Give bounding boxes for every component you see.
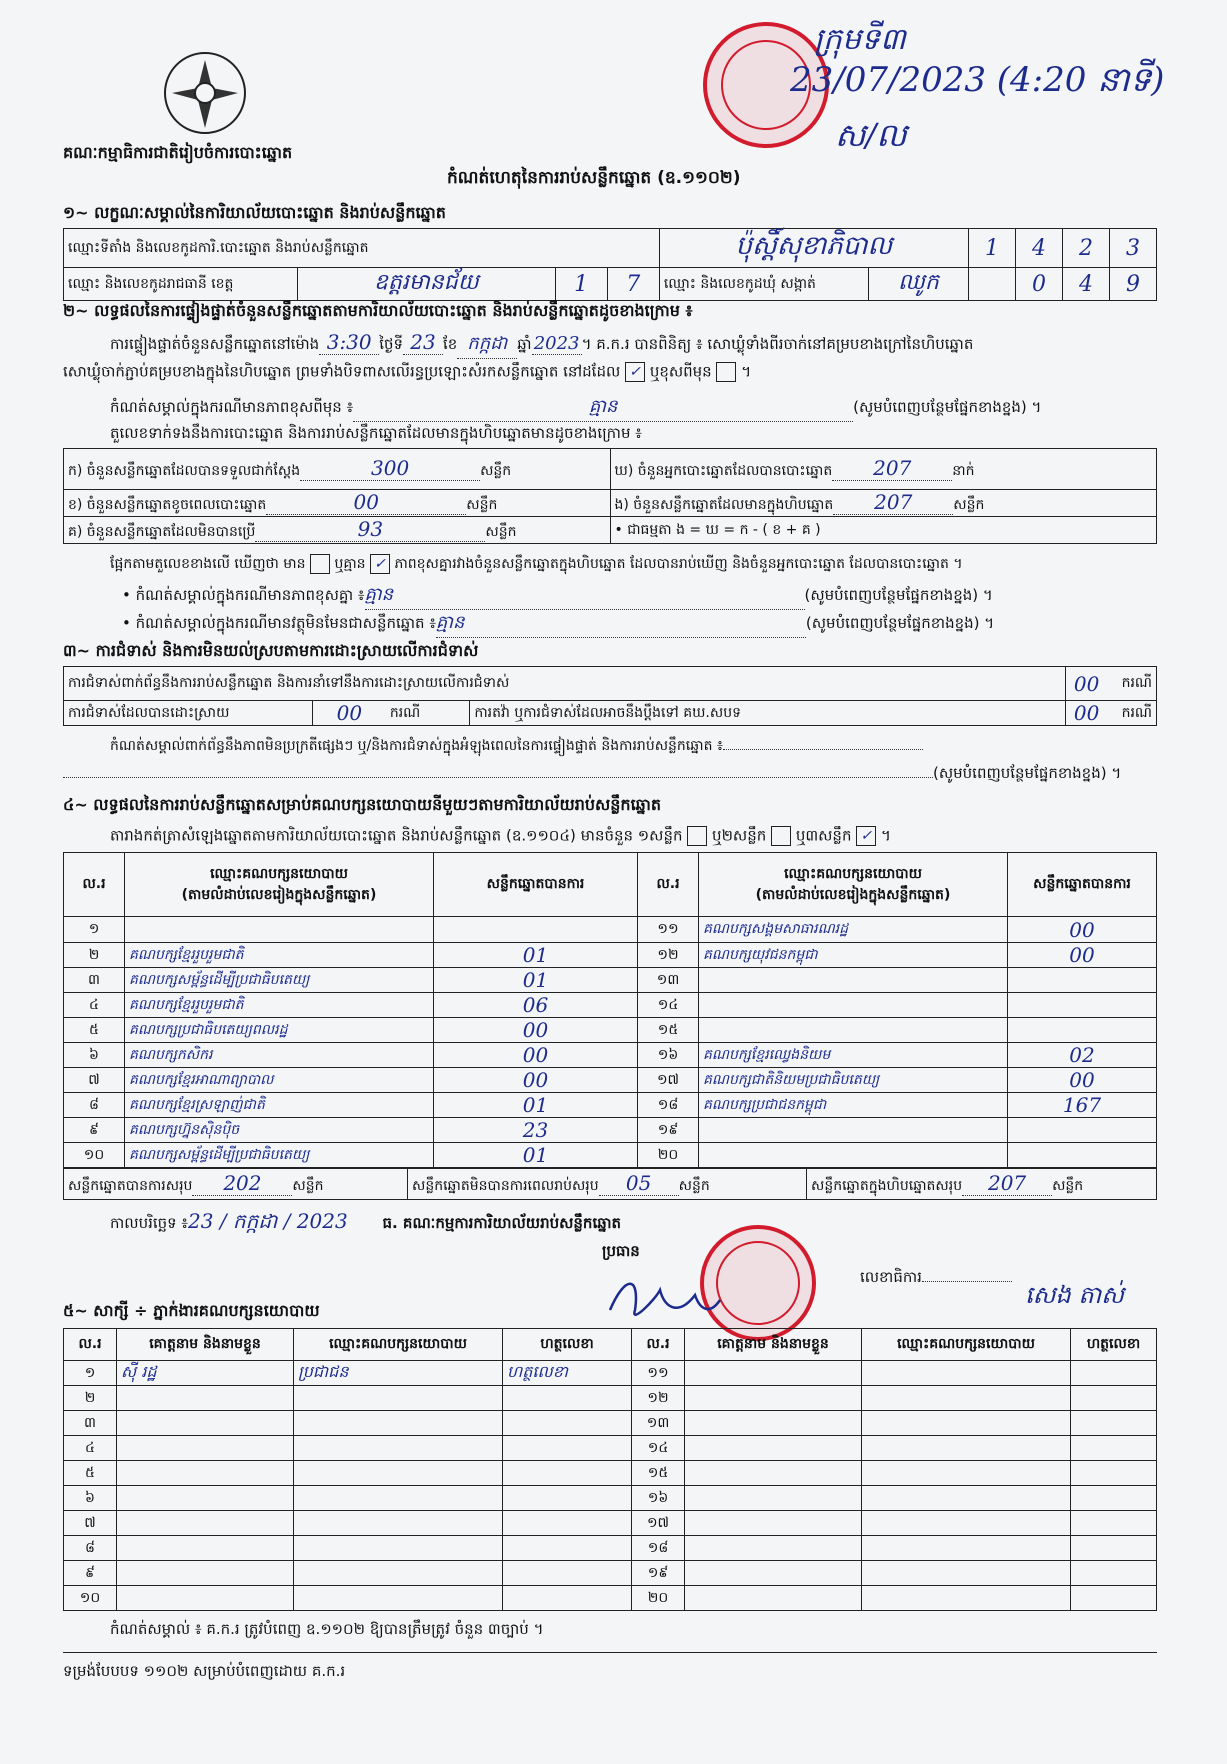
- row-number: ១៤: [632, 1436, 685, 1461]
- commune-code-digit[interactable]: 9: [1110, 268, 1157, 301]
- secretary-line: លេខាធិការ: [860, 1268, 1012, 1290]
- row-number: ១២: [638, 943, 699, 968]
- row-number: ១២: [632, 1386, 685, 1411]
- party-votes[interactable]: [1008, 993, 1157, 1018]
- party-name[interactable]: [125, 917, 434, 943]
- three-sheet-checkbox[interactable]: ✓: [856, 826, 876, 846]
- witness-name[interactable]: [117, 1536, 294, 1561]
- section3-heading: ៣~ ការជំទាស់ និងការមិនយល់ស្របតាមការដោះស្រាយលើការជំទាស់: [63, 641, 479, 660]
- hand-initials: ស/ល: [835, 116, 907, 154]
- discrepancy-note-line: • កំណត់សម្គាល់ក្នុងករណីមានភាពខុសគ្នា ៖គ្មាន (សូមបំពេញបន្ថែមផ្នែកខាងខ្នង) ។: [122, 582, 993, 610]
- party-votes[interactable]: 167: [1008, 1093, 1157, 1118]
- party-votes[interactable]: 00: [1008, 1068, 1157, 1093]
- witness-party[interactable]: [294, 1561, 503, 1586]
- province-code-digit[interactable]: 7: [626, 271, 641, 297]
- witness-name[interactable]: [117, 1461, 294, 1486]
- party-votes[interactable]: [1008, 1018, 1157, 1043]
- row-number: ១៩: [632, 1561, 685, 1586]
- party-votes[interactable]: 01: [434, 1093, 638, 1118]
- discrepancy-note-value[interactable]: គ្មាន: [365, 582, 805, 610]
- verification-year[interactable]: 2023: [532, 333, 582, 355]
- witness-party[interactable]: [294, 1586, 503, 1611]
- party-name[interactable]: [699, 1118, 1008, 1143]
- figures-intro: តួលេខទាក់ទងនឹងការបោះឆ្នោត និងការរាប់សន្លឹកឆ្នោតដែលមានក្នុងហិបឆ្នោតមានដូចខាងក្រោម ៖: [110, 424, 642, 442]
- complaint-count-value[interactable]: 00: [1065, 667, 1108, 701]
- party-votes[interactable]: [1008, 1143, 1157, 1168]
- row-number: ៣: [64, 1411, 117, 1436]
- party-votes[interactable]: 01: [434, 1143, 638, 1168]
- witness-name[interactable]: [685, 1536, 862, 1561]
- form-code: ទម្រង់បែបបទ ១១០២ សម្រាប់បំពេញដោយ គ.ក.រ: [63, 1662, 346, 1680]
- table-row: [64, 1143, 1157, 1168]
- row-number: ៤: [64, 1436, 117, 1461]
- sign-date[interactable]: 23 / កក្កដា / 2023: [188, 1209, 348, 1233]
- row-number: ៧: [64, 1511, 117, 1536]
- one-sheet-checkbox[interactable]: [687, 826, 707, 846]
- party-name[interactable]: គណបក្សយុវជនកម្ពុជា: [699, 943, 1008, 968]
- resolved-label: ការជំទាស់ដែលបានដោះស្រាយ: [64, 701, 313, 726]
- table-row: [64, 1118, 1157, 1143]
- witness-signature[interactable]: [503, 1536, 632, 1561]
- chair-label: ប្រធាន: [602, 1242, 640, 1260]
- row-number: ១៥: [638, 1018, 699, 1043]
- party-name[interactable]: គណបក្សខ្មែររួបរួមជាតិ: [125, 993, 434, 1018]
- difference-note-line: កំណត់សម្គាល់ក្នុងករណីមានភាពខុសពីមុន ៖ គ្មាន (សូមបំពេញបន្ថែមផ្នែកខាងខ្នង) ។: [110, 394, 1041, 422]
- row-number: ១៣: [632, 1411, 685, 1436]
- row-number: ៤: [64, 993, 125, 1018]
- witness-name[interactable]: [117, 1436, 294, 1461]
- witness-signature[interactable]: [503, 1561, 632, 1586]
- witness-party[interactable]: [294, 1411, 503, 1436]
- chair-signature-icon: [600, 1270, 730, 1330]
- table-row: [64, 1436, 1157, 1461]
- changed-checkbox[interactable]: [716, 362, 736, 382]
- witness-party[interactable]: [294, 1436, 503, 1461]
- irregularities-note-line2: (សូមបំពេញបន្ថែមផ្នែកខាងខ្នង) ។: [63, 764, 1121, 786]
- witness-name[interactable]: [685, 1486, 862, 1511]
- date-line: កាលបរិច្ឆេទ ៖23 / កក្កដា / 2023 ធ. គណៈកម្មការការិយាល័យរាប់សន្លឹកឆ្នោត: [110, 1209, 622, 1233]
- row-number: ១៨: [638, 1093, 699, 1118]
- section5-heading: ៥~ សាក្សី ÷ ភ្នាក់ងារគណបក្សនយោបាយ: [63, 1301, 320, 1320]
- witness-signature[interactable]: [503, 1511, 632, 1536]
- witness-signature[interactable]: [1071, 1486, 1157, 1511]
- province-code-digit[interactable]: 1: [556, 268, 608, 300]
- form-title: កំណត់ហេតុនៃការរាប់សន្លឹកឆ្នោត (ឧ.១១០២): [447, 168, 741, 188]
- party-name[interactable]: គណបក្សសង្គមសាធារណរដ្ឋ: [699, 917, 1008, 943]
- witness-name[interactable]: [685, 1411, 862, 1436]
- witness-signature[interactable]: [503, 1461, 632, 1486]
- table-row: [64, 1486, 1157, 1511]
- office-code-digit[interactable]: 2: [1063, 229, 1110, 268]
- no-discrepancy-checkbox[interactable]: ✓: [370, 554, 390, 574]
- table-row: [64, 1093, 1157, 1118]
- party-votes[interactable]: 01: [434, 968, 638, 993]
- witness-name[interactable]: [117, 1586, 294, 1611]
- foreign-object-note-line: • កំណត់សម្គាល់ក្នុងករណីមានវត្ថុមិនមែនជាសន្លឹកឆ្នោត ៖គ្មាន (សូមបំពេញបន្ថែមផ្នែកខាងខ្នង) ។: [122, 610, 994, 638]
- party-name[interactable]: [699, 1018, 1008, 1043]
- party-votes[interactable]: 01: [434, 943, 638, 968]
- table-row: [64, 1043, 1157, 1068]
- totals-row: សន្លឹកឆ្នោតបានការសរុប 202 សន្លឹក សន្លឹកឆ្នោតមិនបានការពេលរាប់សរុប 05 សន្លឹក សន្លឹកឆ្នោតក្នុងហិបឆ្នោតសរុប 207 សន្លឹក: [63, 1168, 1157, 1200]
- row-number: ៩: [64, 1118, 125, 1143]
- commune-code-digit[interactable]: 4: [1063, 268, 1110, 301]
- witness-party[interactable]: [294, 1486, 503, 1511]
- row-number: ២: [64, 943, 125, 968]
- office-code-digit[interactable]: 3: [1110, 229, 1157, 268]
- witness-name[interactable]: [117, 1561, 294, 1586]
- party-votes[interactable]: 02: [1008, 1043, 1157, 1068]
- witness-signature[interactable]: [1071, 1511, 1157, 1536]
- row-number: ៥: [64, 1461, 117, 1486]
- witness-name[interactable]: [685, 1511, 862, 1536]
- appeal-label: ការតវ៉ា ឬការជំទាស់ដែលអាចនឹងប្ដឹងទៅ គឃ.សបទ: [470, 701, 1065, 726]
- witness-signature[interactable]: [503, 1411, 632, 1436]
- province-value[interactable]: ឧត្ដរមានជ័យ: [298, 268, 556, 301]
- verification-month[interactable]: កក្កដា: [457, 331, 517, 359]
- table-row: [64, 968, 1157, 993]
- row-number: ៦: [64, 1486, 117, 1511]
- verification-day[interactable]: 23: [403, 330, 443, 355]
- row-number: ១០: [64, 1143, 125, 1168]
- witness-name[interactable]: [685, 1461, 862, 1486]
- figures-table: ក) ចំនួនសន្លឹកឆ្នោតដែលបានទទួលជាក់ស្ដែង 300 សន្លឹក ឃ) ចំនួនអ្នកបោះឆ្នោតដែលបានបោះឆ្នោត 207 នាក់ ខ) ចំនួនសន្លឹកឆ្នោតខូចពេលបោះឆ្នោត 00 សន្លឹក ង) ចំនួនសន្លឹកឆ្នោតដែលមានក្នុងហិបឆ្នោត 207 សន្លឹក គ) ចំនួនសន្លឹកឆ្នោតដែលមិនបានប្រើ 93 សន្លឹក • ជាធម្មតា ង = ឃ = ក - ( ខ + គ ): [63, 448, 1157, 544]
- row-number: ៧: [64, 1068, 125, 1093]
- commune-label: ឈ្មោះ និងលេខកូដឃុំ សង្កាត់: [659, 268, 868, 301]
- witness-party[interactable]: [862, 1586, 1071, 1611]
- hand-date-time: 23/07/2023 (4:20 នាទី): [790, 60, 1165, 100]
- witness-signature[interactable]: [503, 1486, 632, 1511]
- party-name[interactable]: គណបក្សខ្មែរអាណាព្យាបាល: [125, 1068, 434, 1093]
- witness-signature[interactable]: [1071, 1536, 1157, 1561]
- witness-name[interactable]: [117, 1511, 294, 1536]
- witness-party[interactable]: [862, 1511, 1071, 1536]
- witness-name[interactable]: [117, 1411, 294, 1436]
- footer-divider: [63, 1652, 1157, 1653]
- party-votes[interactable]: 00: [434, 1043, 638, 1068]
- row-number: ៨: [64, 1536, 117, 1561]
- party-votes[interactable]: [434, 917, 638, 943]
- has-discrepancy-checkbox[interactable]: [310, 554, 330, 574]
- witness-party[interactable]: ប្រជាជន: [294, 1361, 503, 1386]
- table-row: [64, 1411, 1157, 1436]
- row-number: ៥: [64, 1018, 125, 1043]
- verification-line2: សោឃ្លុំចាក់ភ្ជាប់គម្របខាងក្នុងនៃហិបឆ្នោត ព្រមទាំងបិទពាសលើរន្ធប្រឡោះសំរកសន្លឹកឆ្នោត នៅដដែល ✓ ឬខុសពីមុន ។: [63, 362, 752, 381]
- table-row: [64, 1536, 1157, 1561]
- formula-note: • ជាធម្មតា ង = ឃ = ក - ( ខ + គ ): [610, 517, 1157, 544]
- two-sheet-checkbox[interactable]: [771, 826, 791, 846]
- witness-party[interactable]: [294, 1461, 503, 1486]
- valid-total[interactable]: 202: [192, 1171, 292, 1196]
- witness-party[interactable]: [862, 1411, 1071, 1436]
- row-number: ១: [64, 1361, 117, 1386]
- row-number: ២០: [632, 1586, 685, 1611]
- witness-signature[interactable]: [1071, 1361, 1157, 1386]
- witness-party[interactable]: [862, 1486, 1071, 1511]
- row-number: ១០: [64, 1586, 117, 1611]
- party-name[interactable]: គណបក្សហ្វ៊ុនស៊ិនប៉ិច: [125, 1118, 434, 1143]
- verification-line1: ការផ្ទៀងផ្ទាត់ចំនួនសន្លឹកឆ្នោតនៅម៉ោង 3:30 ថ្ងៃទី 23 ខែ កក្កដា ឆ្នាំ 2023 ។ គ.ក.រ បានពិនិត្យ ៖ សោឃ្លុំទាំងពីរចាក់នៅគម្របខាងក្រៅនៃហិបឆ្នោត: [110, 330, 973, 359]
- witness-name[interactable]: [685, 1561, 862, 1586]
- box-total[interactable]: 207: [962, 1171, 1052, 1196]
- witness-signature[interactable]: [1071, 1436, 1157, 1461]
- party-name[interactable]: គណបក្សខ្មែររួបរួមជាតិ: [125, 943, 434, 968]
- row-number: ១: [64, 917, 125, 943]
- witness-name[interactable]: [685, 1586, 862, 1611]
- table-row: [64, 1068, 1157, 1093]
- party-votes[interactable]: 00: [434, 1068, 638, 1093]
- row-number: ១៨: [632, 1536, 685, 1561]
- party-name[interactable]: គណបក្សជាតិនិយមប្រជាធិបតេយ្យ: [699, 1068, 1008, 1093]
- office-value[interactable]: ប៉ុស្ដិ៍សុខាភិបាល: [659, 229, 968, 268]
- table-row: [64, 1361, 1157, 1386]
- row-number: ១៤: [638, 993, 699, 1018]
- party-results-table: ល.រ ឈ្មោះគណបក្សនយោបាយ (តាមលំដាប់លេខរៀងក្នុងសន្លឹកឆ្នោត) សន្លឹកឆ្នោតបានការ ល.រ ឈ្មោះគណបក្សនយោបាយ (តាមលំដាប់លេខរៀងក្នុងសន្លឹកឆ្នោត) សន្លឹកឆ្នោតបានការ ១ ១១ គណបក្សសង្គមសាធារណរដ្ឋ 00 ២ គណបក្សខ្មែររួបរួមជាតិ 01 ១២ គណបក្សយុវជនកម្ពុជា 00 ៣ គណបក្សសម្ព័ន្ធដើម្បីប្រជាធិបតេយ្យ 01 ១៣ ៤ គណបក្សខ្មែររួបរួមជាតិ 06 ១៤ ៥ គណបក្សប្រជាធិបតេយ្យពលរដ្ឋ 00 ១៥ ៦ គណបក្សកសិករ 00 ១៦ គណបក្សខ្មែរឈ្វេងនិយម 02 ៧ គណបក្សខ្មែរអាណាព្យាបាល 00 ១៧ គណបក្សជាតិនិយមប្រជាធិបតេយ្យ 00 ៨ គណបក្សខ្មែរស្រឡាញ់ជាតិ 01 ១៨ គណបក្សប្រជាជនកម្ពុជា 167 ៩ គណបក្សហ្វ៊ុនស៊ិនប៉ិច 23 ១៩ ១០ គណបក្សសម្ព័ន្ធដើម្បីប្រជាធិបតេយ្យ 01 ២០: [63, 852, 1157, 1168]
- secretary-name: សេង តាស់: [1025, 1281, 1125, 1309]
- party-name[interactable]: គណបក្សខ្មែរស្រឡាញ់ជាតិ: [125, 1093, 434, 1118]
- witness-name[interactable]: ស៊ី រដ្ឋ: [117, 1361, 294, 1386]
- witness-signature[interactable]: [1071, 1561, 1157, 1586]
- resolved-value[interactable]: 00: [313, 701, 386, 726]
- witness-name[interactable]: [685, 1361, 862, 1386]
- party-votes[interactable]: 00: [434, 1018, 638, 1043]
- witness-party[interactable]: [294, 1536, 503, 1561]
- office-label: ឈ្មោះទីតាំង និងលេខកូដការិ.បោះឆ្នោត និងរាប់សន្លឹកឆ្នោត: [64, 229, 660, 268]
- row-number: ៩: [64, 1561, 117, 1586]
- province-label: ឈ្មោះ និងលេខកូដរាជធានី ខេត្ត: [64, 268, 298, 301]
- complaints-table: ការជំទាស់ពាក់ព័ន្ធនឹងការរាប់សន្លឹកឆ្នោត និងការនាំទៅនឹងការដោះស្រាយលើការជំទាស់ 00 ករណី ការជំទាស់ដែលបានដោះស្រាយ 00 ករណី ការតវ៉ា ឬការជំទាស់ដែលអាចនឹងប្ដឹងទៅ គឃ.សបទ 00 ករណី: [63, 666, 1157, 726]
- row-number: ៣: [64, 968, 125, 993]
- witness-party[interactable]: [294, 1386, 503, 1411]
- witness-signature[interactable]: [503, 1586, 632, 1611]
- commune-code-digit[interactable]: 0: [1016, 268, 1063, 301]
- witness-name[interactable]: [117, 1386, 294, 1411]
- party-votes[interactable]: [1008, 968, 1157, 993]
- party-votes[interactable]: [1008, 1118, 1157, 1143]
- row-number: ១៧: [632, 1511, 685, 1536]
- appeal-value[interactable]: 00: [1065, 701, 1108, 726]
- party-votes[interactable]: 00: [1008, 943, 1157, 968]
- voters-voted[interactable]: 207: [832, 456, 952, 481]
- table-row: [64, 993, 1157, 1018]
- table-row: [64, 1386, 1157, 1411]
- difference-note-value[interactable]: គ្មាន: [353, 394, 853, 422]
- foreign-object-note-value[interactable]: គ្មាន: [436, 610, 806, 638]
- row-number: ១១: [638, 917, 699, 943]
- spoiled-ballots[interactable]: 00: [266, 490, 466, 515]
- commune-value[interactable]: ឈូក: [868, 268, 968, 301]
- party-name[interactable]: គណបក្សកសិករ: [125, 1043, 434, 1068]
- discrepancy-line: ផ្អែកតាមតួលេខខាងលើ ឃើញថា មាន ឬគ្មាន ✓ ភាពខុសគ្នារវាងចំនួនសន្លឹកឆ្នោតក្នុងហិបឆ្នោត ដែលបានរាប់ឃើញ និងចំនួនអ្នកបោះឆ្នោត ដែលបានបោះឆ្នោត ។: [110, 556, 963, 572]
- committee-name: គណៈកម្មាធិការជាតិរៀបចំការបោះឆ្នោត: [63, 143, 293, 162]
- party-name[interactable]: គណបក្សខ្មែរឈ្វេងនិយម: [699, 1043, 1008, 1068]
- section4-heading: ៤~ លទ្ធផលនៃការរាប់សន្លឹកឆ្នោតសម្រាប់គណបក្សនយោបាយនីមួយៗតាមការិយាល័យរាប់សន្លឹកឆ្នោត: [63, 795, 662, 814]
- irregularities-note: កំណត់សម្គាល់ពាក់ព័ន្ធនឹងភាពមិនប្រក្រតីផ្សេងៗ ឬ/និងការជំទាស់ក្នុងអំឡុងពេលនៃការផ្ទៀងផ្ទាត់ និងការរាប់សន្លឹកឆ្នោត ៖: [110, 736, 923, 757]
- witness-party[interactable]: [862, 1436, 1071, 1461]
- row-number: ១៦: [638, 1043, 699, 1068]
- row-number: ២០: [638, 1143, 699, 1168]
- section1-table: [63, 228, 1157, 301]
- witness-signature[interactable]: [503, 1436, 632, 1461]
- section2-heading: ២~ លទ្ធផលនៃការផ្ទៀងផ្ទាត់ចំនួនសន្លឹកឆ្នោតតាមការិយាល័យបោះឆ្នោត និងរាប់សន្លឹកឆ្នោតដូចខាងក្រោម ៖: [63, 301, 693, 320]
- witness-party[interactable]: [862, 1361, 1071, 1386]
- table-row: [64, 1561, 1157, 1586]
- hand-group-no: ក្រុមទី៣: [814, 22, 906, 57]
- witness-name[interactable]: [117, 1486, 294, 1511]
- tally-sheet-line: តារាងកត់ត្រាសំឡេងឆ្នោតតាមការិយាល័យបោះឆ្នោត និងរាប់សន្លឹកឆ្នោត (ឧ.១១០៤) មានចំនួន ១សន្លឹក ឬ២សន្លឹក ឬ៣សន្លឹក ✓ ។: [110, 826, 891, 845]
- row-number: ៦: [64, 1043, 125, 1068]
- footer-note: កំណត់សម្គាល់ ៖ គ.ក.រ ត្រូវបំពេញ ឧ.១១០២ ឱ្យបានត្រឹមត្រូវ ចំនួន ៣ច្បាប់ ។: [110, 1620, 544, 1638]
- party-name[interactable]: គណបក្សប្រជាជនកម្ពុជា: [699, 1093, 1008, 1118]
- party-votes[interactable]: 06: [434, 993, 638, 1018]
- table-row: [64, 917, 1157, 943]
- party-votes[interactable]: 00: [1008, 917, 1157, 943]
- witness-signature[interactable]: [1071, 1386, 1157, 1411]
- row-number: ១៧: [638, 1068, 699, 1093]
- table-row: [64, 1461, 1157, 1486]
- witness-table: ល.រ គោត្តនាម និងនាមខ្លួន ឈ្មោះគណបក្សនយោបាយ ហត្ថលេខា ល.រ គោត្តនាម និងនាមខ្លួន ឈ្មោះគណបក្សនយោបាយ ហត្ថលេខា ១ ស៊ី រដ្ឋ ប្រជាជន ហត្ថលេខា ១១ ២ ១២ ៣ ១៣ ៤ ១៤ ៥ ១៥ ៦ ១៦ ៧ ១៧ ៨ ១៨ ៩ ១៩ ១០ ២០: [63, 1328, 1157, 1611]
- invalid-total[interactable]: 05: [599, 1171, 679, 1196]
- party-votes[interactable]: 23: [434, 1118, 638, 1143]
- row-number: ១៩: [638, 1118, 699, 1143]
- table-row: [64, 1511, 1157, 1536]
- witness-signature[interactable]: ហត្ថលេខា: [503, 1361, 632, 1386]
- witness-party[interactable]: [862, 1386, 1071, 1411]
- table-row: [64, 943, 1157, 968]
- row-number: ១៥: [632, 1461, 685, 1486]
- row-number: ១៣: [638, 968, 699, 993]
- table-row: [64, 1586, 1157, 1611]
- verification-time[interactable]: 3:30: [319, 330, 379, 355]
- complaint-count-label: ការជំទាស់ពាក់ព័ន្ធនឹងការរាប់សន្លឹកឆ្នោត និងការនាំទៅនឹងការដោះស្រាយលើការជំទាស់: [64, 667, 1066, 701]
- witness-signature[interactable]: [1071, 1461, 1157, 1486]
- witness-name[interactable]: [685, 1386, 862, 1411]
- witness-party[interactable]: [862, 1561, 1071, 1586]
- office-code-digit[interactable]: 4: [1016, 229, 1063, 268]
- witness-signature[interactable]: [1071, 1411, 1157, 1436]
- witness-party[interactable]: [294, 1511, 503, 1536]
- party-name[interactable]: គណបក្សសម្ព័ន្ធដើម្បីប្រជាធិបតេយ្យ: [125, 1143, 434, 1168]
- unused-ballots[interactable]: 93: [255, 517, 485, 542]
- witness-party[interactable]: [862, 1536, 1071, 1561]
- nec-emblem-icon: [160, 48, 250, 138]
- table-row: [64, 1018, 1157, 1043]
- party-name[interactable]: គណបក្សប្រជាធិបតេយ្យពលរដ្ឋ: [125, 1018, 434, 1043]
- party-name[interactable]: [699, 1143, 1008, 1168]
- row-number: ១៦: [632, 1486, 685, 1511]
- party-name[interactable]: [699, 993, 1008, 1018]
- row-number: ៨: [64, 1093, 125, 1118]
- ballots-in-box[interactable]: 207: [833, 490, 953, 515]
- received-ballots[interactable]: 300: [300, 456, 480, 481]
- section1-heading: ១~ លក្ខណៈសម្គាល់នៃការិយាល័យបោះឆ្នោត និងរាប់សន្លឹកឆ្នោត: [63, 203, 446, 222]
- unchanged-checkbox[interactable]: ✓: [625, 362, 645, 382]
- row-number: ១១: [632, 1361, 685, 1386]
- witness-signature[interactable]: [1071, 1586, 1157, 1611]
- witness-party[interactable]: [862, 1461, 1071, 1486]
- party-name[interactable]: [699, 968, 1008, 993]
- office-code-digit[interactable]: 1: [969, 229, 1016, 268]
- witness-name[interactable]: [685, 1436, 862, 1461]
- witness-signature[interactable]: [503, 1386, 632, 1411]
- row-number: ២: [64, 1386, 117, 1411]
- party-name[interactable]: គណបក្សសម្ព័ន្ធដើម្បីប្រជាធិបតេយ្យ: [125, 968, 434, 993]
